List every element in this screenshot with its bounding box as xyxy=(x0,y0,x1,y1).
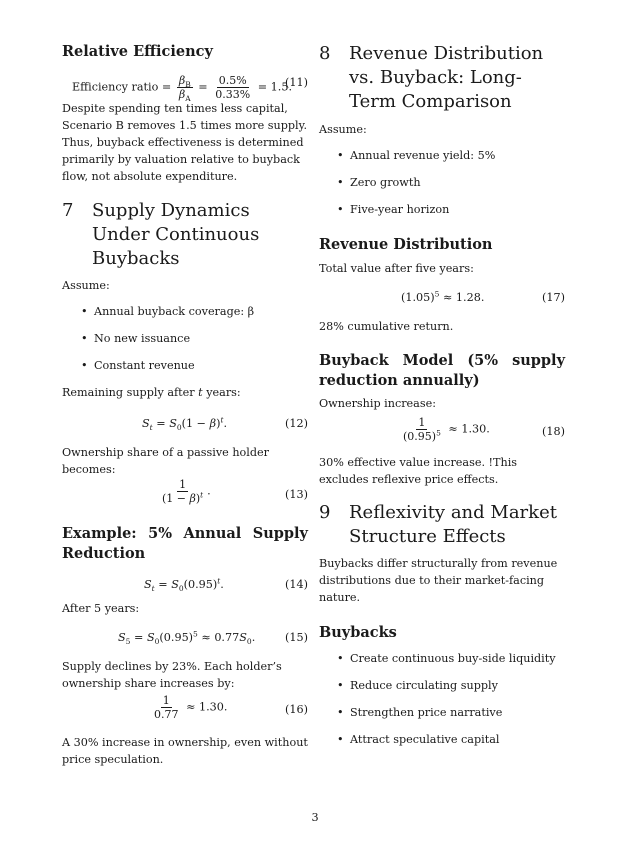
equation-12: $S_t = S_0(1 - \beta)^t$. (12) xyxy=(142,415,308,433)
equation-13: $\frac{1}{(1 - \beta)^t}$ . (13) xyxy=(162,478,308,505)
after-five-years-text: After 5 years: xyxy=(62,602,140,615)
supply-decline-text: Supply declines by 23%. Each holder’s ownership share increases by: xyxy=(62,660,282,690)
eq11-label: Efficiency ratio = xyxy=(72,80,172,94)
list-item: • Attract speculative capital xyxy=(350,731,565,748)
left-column xyxy=(62,40,308,768)
relative-efficiency-paragraph: Despite spending ten times less capital, Scenario B removes 1.5 times more supply. Thus, buyback effectiveness is determined primarily by valuation relative to buyback flow, not absolute expenditure. xyxy=(62,102,308,183)
eq13-tag: (13) xyxy=(285,488,308,501)
total-value-text: Total value after five years: xyxy=(319,262,474,275)
equation-11: Efficiency ratio = $\frac{\beta_B}{\beta_A}$ = $\frac{0.5\%}{0.33\%}$ = 1.5. (11) xyxy=(72,74,308,104)
eq13-fraction: $\frac{1}{(1 - \beta)^t}$ xyxy=(162,478,204,505)
list-item: • No new issuance xyxy=(94,330,308,347)
relative-efficiency-heading: Relative Efficiency xyxy=(62,43,213,60)
equation-16: $\frac{1}{0.77}$ ≈ 1.30. (16) xyxy=(154,694,308,721)
equation-18: $\frac{1}{(0.95)^5}$ ≈ 1.30. (18) xyxy=(403,416,565,443)
list-item: • Create continuous buy-side liquidity xyxy=(350,650,565,667)
assumption-list-8 xyxy=(350,147,565,218)
list-item: • Reduce circulating supply xyxy=(350,677,565,694)
section-7-heading xyxy=(62,199,308,271)
buyback-model-heading: Buyback Model (5% supply reduction annually) xyxy=(319,352,565,389)
eq17-tag: (17) xyxy=(542,291,565,304)
equation-14: $S_t = S_0(0.95)^t$. (14) xyxy=(144,576,308,594)
buybacks-list xyxy=(350,650,565,748)
section-9-title: Reflexivity and Market Structure Effects xyxy=(349,502,557,547)
assume-label: Assume: xyxy=(319,123,367,136)
eq11-percent-fraction: $\frac{0.5\%}{0.33\%}$ xyxy=(215,74,251,101)
eq14-tag: (14) xyxy=(285,578,308,591)
list-item: • Annual revenue yield: 5% xyxy=(350,147,565,164)
page-number: 3 xyxy=(311,811,319,824)
eq11-tag: (11) xyxy=(285,76,308,89)
buybacks-heading: Buybacks xyxy=(319,624,397,641)
section-8-title: Revenue Distribution vs. Buyback: Long-Term Comparison xyxy=(349,43,544,112)
right-column xyxy=(319,40,565,748)
section-7-title: Supply Dynamics Under Continuous Buybacks xyxy=(92,200,260,269)
eq11-beta-fraction: $\frac{\beta_B}{\beta_A}$ xyxy=(178,74,191,104)
list-item: • Annual buyback coverage: β xyxy=(94,303,308,320)
section-9-heading xyxy=(319,501,565,549)
assumption-list-7 xyxy=(94,303,308,374)
cumulative-return-text: 28% cumulative return. xyxy=(319,320,454,333)
list-item: • Zero growth xyxy=(350,174,565,191)
ownership-increase-text: Ownership increase: xyxy=(319,397,436,410)
remaining-supply-text: Remaining supply after t years: xyxy=(62,386,241,399)
section-8-heading xyxy=(319,42,565,114)
list-item: • Strengthen price narrative xyxy=(350,704,565,721)
revenue-distribution-heading: Revenue Distribution xyxy=(319,236,493,253)
eq11-result: = 1.5. xyxy=(257,80,292,94)
eq15-tag: (15) xyxy=(285,631,308,644)
equation-15: $S_5 = S_0(0.95)^5 \approx 0.77S_0$. (15) xyxy=(118,629,308,647)
eq18-fraction: $\frac{1}{(0.95)^5}$ xyxy=(403,416,441,443)
list-item: • Constant revenue xyxy=(94,357,308,374)
section-7-number: 7 xyxy=(62,200,74,221)
eq12-tag: (12) xyxy=(285,417,308,430)
example-heading: Example: 5% Annual Supply Reduction xyxy=(62,525,308,562)
section-8-number: 8 xyxy=(319,43,331,64)
section-9-number: 9 xyxy=(319,502,331,523)
eq16-tag: (16) xyxy=(285,703,308,716)
assume-label: Assume: xyxy=(62,279,110,292)
effective-increase-text: 30% effective value increase. !This excludes reflexive price effects. xyxy=(319,456,518,486)
ownership-share-text: Ownership share of a passive holder becomes: xyxy=(62,446,270,476)
list-item: • Five-year horizon xyxy=(350,201,565,218)
closing-paragraph: A 30% increase in ownership, even without price speculation. xyxy=(62,736,308,766)
equation-17: $(1.05)^5 \approx 1.28$. (17) xyxy=(401,289,565,304)
eq18-tag: (18) xyxy=(542,425,565,438)
reflexivity-paragraph: Buybacks differ structurally from revenue distributions due to their market-facing nature. xyxy=(319,557,558,604)
eq16-fraction: $\frac{1}{0.77}$ xyxy=(154,694,179,721)
